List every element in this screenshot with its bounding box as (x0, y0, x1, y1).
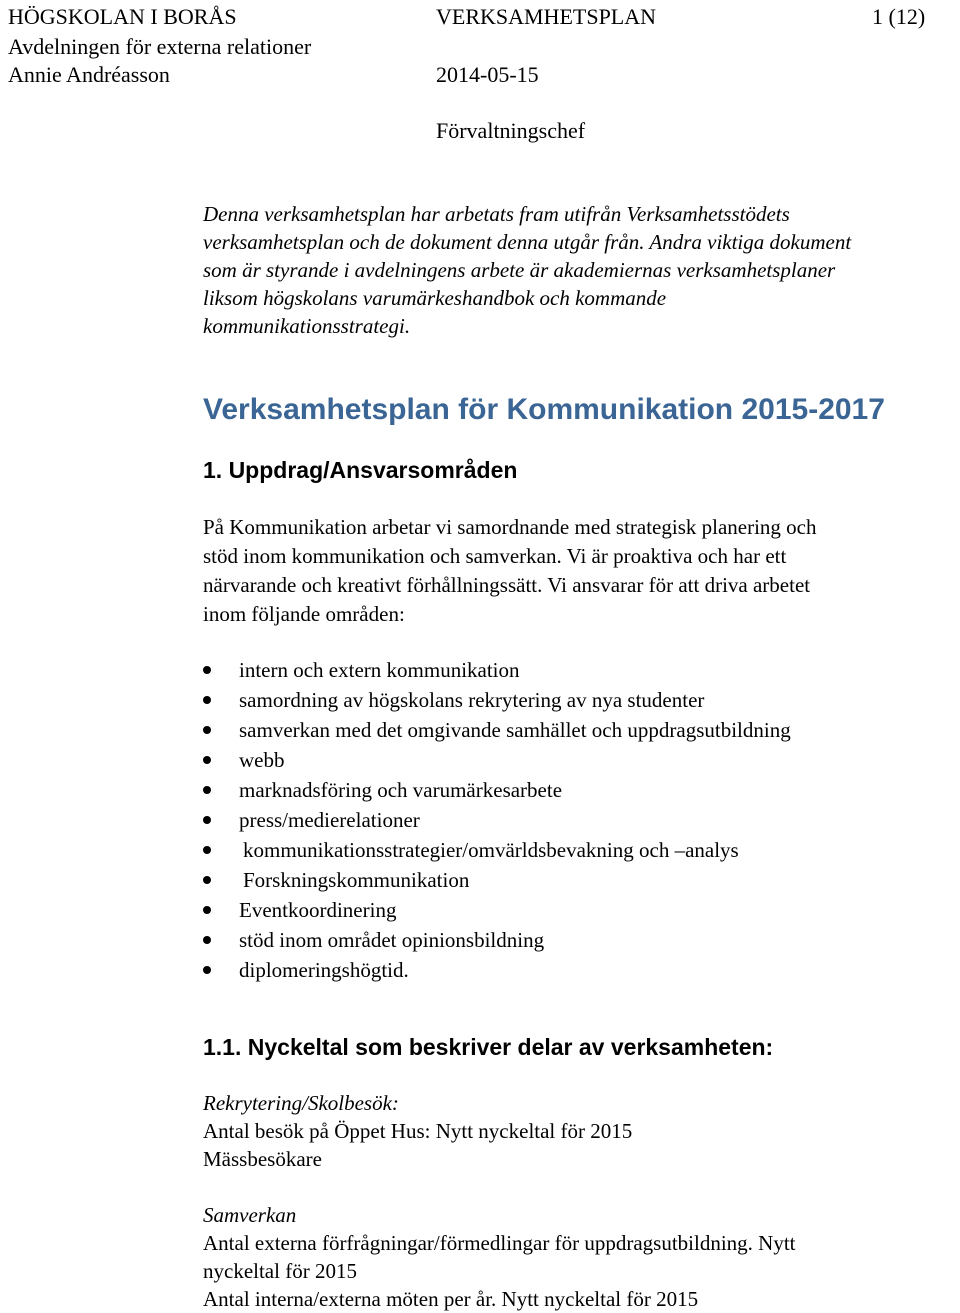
bullet-icon (203, 816, 211, 824)
collaboration-block (203, 1201, 796, 1313)
paragraph-line: inom följande områden: (203, 602, 405, 626)
paragraph-line: närvarande och kreativt förhållningssätt. Vi ansvarar för att driva arbetet (203, 573, 811, 597)
section-1-paragraph (203, 513, 943, 629)
header-org: HÖGSKOLAN I BORÅS (8, 4, 237, 29)
header-author: Annie Andréasson (8, 62, 170, 87)
list-item-text: Forskningskommunikation (243, 868, 470, 892)
list-item (203, 835, 791, 865)
list-item (203, 775, 791, 805)
header-date: 2014-05-15 (436, 62, 539, 87)
recruitment-line: Mässbesökare (203, 1147, 322, 1171)
recruitment-label: Rekrytering/Skolbesök: (203, 1091, 399, 1115)
header-role: Förvaltningschef (436, 118, 586, 143)
bullet-icon (203, 666, 211, 674)
intro-line: verksamhetsplan och de dokument denna utgår från. Andra viktiga dokument (203, 230, 852, 254)
list-item-text: diplomeringshögtid. (239, 958, 409, 982)
collaboration-line: nyckeltal för 2015 (203, 1259, 357, 1283)
list-item-text: webb (239, 748, 285, 772)
intro-line: kommunikationsstrategi. (203, 314, 411, 338)
bullet-icon (203, 936, 211, 944)
list-item-text: Eventkoordinering (239, 898, 397, 922)
header-department: Avdelningen för externa relationer (8, 34, 312, 59)
list-item-text: kommunikationsstrategier/omvärldsbevakning och –analys (243, 838, 739, 862)
section-1-1-heading: 1.1. Nyckeltal som beskriver delar av verksamheten: (203, 1034, 774, 1060)
list-item (203, 805, 791, 835)
list-item-text: intern och extern kommunikation (239, 658, 520, 682)
list-item (203, 745, 791, 775)
bullet-icon (203, 966, 211, 974)
recruitment-block (203, 1089, 632, 1173)
list-item-text: marknadsföring och varumärkesarbete (239, 778, 563, 802)
bullet-icon (203, 726, 211, 734)
bullet-icon (203, 906, 211, 914)
collaboration-line: Antal interna/externa möten per år. Nytt nyckeltal för 2015 (203, 1287, 699, 1311)
list-item-text: press/medierelationer (239, 808, 420, 832)
list-item (203, 895, 791, 925)
intro-paragraph (203, 200, 953, 340)
list-item (203, 955, 791, 985)
collaboration-label: Samverkan (203, 1203, 297, 1227)
paragraph-line: stöd inom kommunikation och samverkan. Vi är proaktiva och har ett (203, 544, 787, 568)
section-1-heading: 1. Uppdrag/Ansvarsområden (203, 457, 518, 483)
bullet-icon (203, 786, 211, 794)
bullet-icon (203, 876, 211, 884)
paragraph-line: På Kommunikation arbetar vi samordnande med strategisk planering och (203, 515, 817, 539)
header-page-number: 1 (12) (872, 4, 926, 29)
list-item-text: stöd inom området opinionsbildning (239, 928, 545, 952)
intro-line: Denna verksamhetsplan har arbetats fram utifrån Verksamhetsstödets (203, 202, 790, 226)
intro-line: liksom högskolans varumärkeshandbok och kommande (203, 286, 667, 310)
list-item (203, 925, 791, 955)
bullet-icon (203, 696, 211, 704)
recruitment-line: Antal besök på Öppet Hus: Nytt nyckeltal för 2015 (203, 1119, 633, 1143)
list-item (203, 655, 791, 685)
list-item (203, 685, 791, 715)
list-item (203, 865, 791, 895)
collaboration-line: Antal externa förfrågningar/förmedlingar för uppdragsutbildning. Nytt (203, 1231, 796, 1255)
bullet-icon (203, 756, 211, 764)
responsibility-list (203, 655, 791, 985)
document-title: Verksamhetsplan för Kommunikation 2015-2017 (203, 393, 885, 426)
list-item-text: samverkan med det omgivande samhället och uppdragsutbildning (239, 718, 791, 742)
bullet-icon (203, 846, 211, 854)
list-item-text: samordning av högskolans rekrytering av nya studenter (239, 688, 705, 712)
header-doc-type: VERKSAMHETSPLAN (436, 4, 657, 29)
list-item (203, 715, 791, 745)
intro-line: som är styrande i avdelningens arbete är akademiernas verksamhetsplaner (203, 258, 836, 282)
